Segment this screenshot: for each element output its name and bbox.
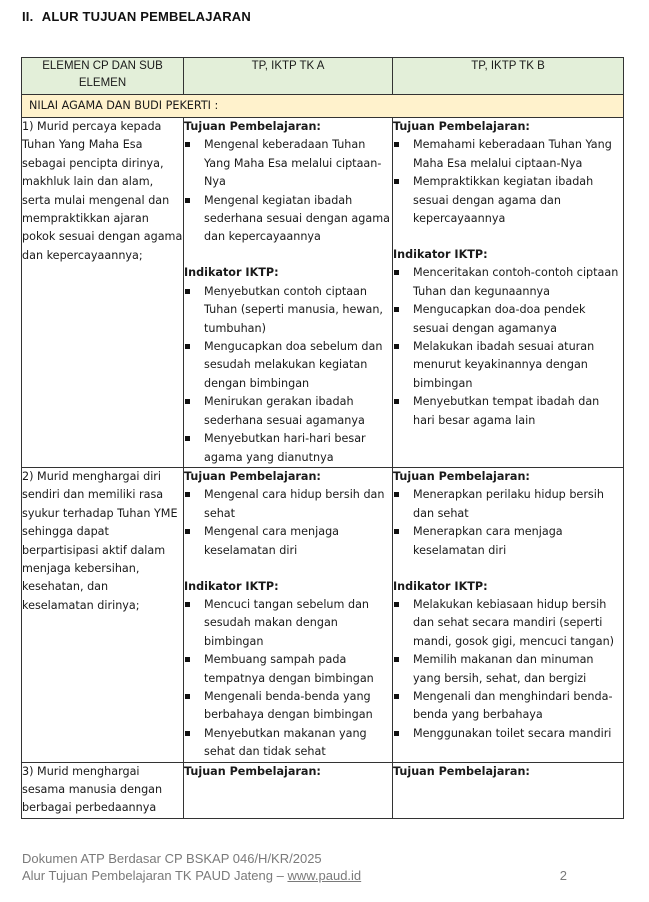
tp-label: Tujuan Pembelajaran: — [393, 764, 530, 778]
iktp-label: Indikator IKTP: — [184, 266, 279, 280]
tp-label: Tujuan Pembelajaran: — [184, 120, 321, 133]
page-number: 2 — [559, 868, 567, 883]
list-item: Mencuci tangan sebelum dan sesudah makan dengan bimbingan — [184, 596, 392, 651]
iktp-label: Indikator IKTP: — [184, 579, 279, 593]
heading-number: II. — [22, 9, 34, 24]
list-item: Mengenali dan menghindari benda-benda yang berbahaya — [393, 688, 623, 725]
list-item: Mengenal keberadaan Tuhan Yang Maha Esa melalui ciptaan-Nya — [184, 136, 392, 191]
tp-list — [184, 486, 392, 560]
list-item: Melakukan kebiasaan hidup bersih dan sehat secara mandiri (seperti mandi, gosok gigi, mencuci tangan) — [393, 596, 623, 651]
table-row — [22, 118, 624, 468]
tp-label: Tujuan Pembelajaran: — [393, 120, 530, 133]
header-tk-a: TP, IKTP TK A — [184, 58, 393, 95]
footer-atp-title: Alur Tujuan Pembelajaran TK PAUD Jateng – — [22, 868, 288, 883]
iktp-label: Indikator IKTP: — [393, 579, 488, 593]
list-item: Menerapkan perilaku hidup bersih dan sehat — [393, 486, 623, 523]
iktp-list — [184, 283, 392, 467]
list-item: Mengucapkan doa-doa pendek sesuai dengan agamanya — [393, 301, 623, 338]
tk-b-cell — [393, 467, 624, 762]
tk-b-cell — [393, 762, 624, 818]
tk-a-cell — [184, 467, 393, 762]
list-item: Menerapkan cara menjaga keselamatan diri — [393, 523, 623, 560]
footer-doc-title: Dokumen ATP Berdasar CP BSKAP 046/H/KR/2025 — [22, 851, 322, 866]
tp-list — [393, 136, 623, 228]
list-item: Membuang sampah pada tempatnya dengan bimbingan — [184, 651, 392, 688]
tk-a-cell — [184, 762, 393, 818]
iktp-label: Indikator IKTP: — [393, 248, 488, 262]
list-item: Menggunakan toilet secara mandiri — [393, 725, 623, 743]
page-footer — [22, 850, 567, 884]
list-item: Mengenali benda-benda yang berbahaya dengan bimbingan — [184, 688, 392, 725]
tk-b-cell — [393, 118, 624, 468]
list-item: Menyebutkan makanan yang sehat dan tidak sehat — [184, 725, 392, 762]
section-label: NILAI AGAMA DAN BUDI PEKERTI : — [22, 95, 624, 118]
tp-list — [184, 136, 392, 246]
list-item: Mengucapkan doa sebelum dan sesudah melakukan kegiatan dengan bimbingan — [184, 338, 392, 393]
footer-link[interactable]: www.paud.id — [287, 868, 362, 883]
list-item: Mengenal cara hidup bersih dan sehat — [184, 486, 392, 523]
list-item: Menirukan gerakan ibadah sederhana sesuai agamanya — [184, 393, 392, 430]
table-row — [22, 762, 624, 818]
list-item: Mengenal cara menjaga keselamatan diri — [184, 523, 392, 560]
elemen-cell: 2) Murid menghargai diri sendiri dan memiliki rasa syukur terhadap Tuhan YME sehingga dapat berpartisipasi aktif dalam menjaga kebersihan, kesehatan, dan keselamatan dirinya; — [22, 467, 184, 762]
footer-line-2 — [22, 867, 567, 884]
tp-label: Tujuan Pembelajaran: — [184, 764, 321, 778]
tk-a-cell — [184, 118, 393, 468]
tp-label: Tujuan Pembelajaran: — [393, 469, 530, 483]
list-item: Menyebutkan hari-hari besar agama yang dianutnya — [184, 430, 392, 467]
list-item: Memilih makanan dan minuman yang bersih, sehat, dan bergizi — [393, 651, 623, 688]
table-row — [22, 467, 624, 762]
list-item: Menyebutkan contoh ciptaan Tuhan (seperti manusia, hewan, tumbuhan) — [184, 283, 392, 338]
list-item: Mempraktikkan kegiatan ibadah sesuai dengan agama dan kepercayaannya — [393, 173, 623, 228]
table-header-row — [22, 58, 624, 95]
list-item: Menceritakan contoh-contoh ciptaan Tuhan dan kegunaannya — [393, 264, 623, 301]
elemen-cell: 1) Murid percaya kepada Tuhan Yang Maha Esa sebagai pencipta dirinya, makhluk lain dan alam, serta mulai mengenal dan mempraktikkan ajaran pokok sesuai dengan agama dan kepercayaannya; — [22, 118, 184, 468]
section-heading — [22, 9, 251, 24]
list-item: Menyebutkan tempat ibadah dan hari besar agama lain — [393, 393, 623, 430]
atp-table — [21, 57, 624, 819]
iktp-list — [393, 596, 623, 743]
list-item: Mengenal kegiatan ibadah sederhana sesuai dengan agama dan kepercayaannya — [184, 192, 392, 247]
section-row — [22, 95, 624, 118]
heading-title: ALUR TUJUAN PEMBELAJARAN — [41, 9, 251, 24]
iktp-list — [393, 264, 623, 430]
header-tk-b: TP, IKTP TK B — [393, 58, 624, 95]
header-elemen: ELEMEN CP DAN SUB ELEMEN — [22, 58, 184, 95]
iktp-list — [184, 596, 392, 762]
list-item: Memahami keberadaan Tuhan Yang Maha Esa melalui ciptaan-Nya — [393, 136, 623, 173]
elemen-cell: 3) Murid menghargai sesama manusia dengan berbagai perbedaannya — [22, 762, 184, 818]
list-item: Melakukan ibadah sesuai aturan menurut keyakinannya dengan bimbingan — [393, 338, 623, 393]
tp-label: Tujuan Pembelajaran: — [184, 469, 321, 483]
tp-list — [393, 486, 623, 560]
